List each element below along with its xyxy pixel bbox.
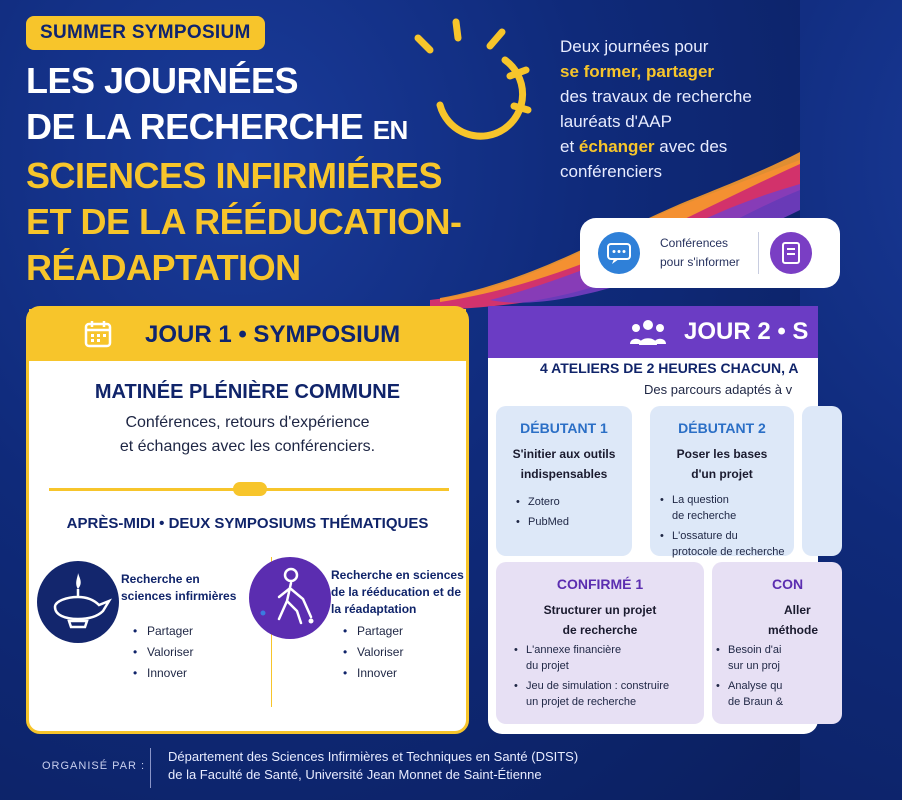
calendar-icon — [83, 319, 113, 349]
list-item — [512, 678, 702, 710]
intro-line-1: Deux journées pour — [560, 37, 709, 56]
walking-person-icon — [249, 557, 331, 639]
footer-separator — [150, 748, 151, 788]
card-list — [512, 642, 702, 714]
divider-knob — [233, 482, 267, 496]
day2-header-title: JOUR 2 • S — [684, 318, 809, 345]
symposium-1-title-line-2: sciences infirmières — [121, 589, 237, 603]
organizer-label: ORGANISÉ PAR : — [42, 760, 146, 772]
symposium-2-title-line-3: la réadaptation — [331, 602, 417, 616]
intro-line-5-pre: et — [560, 137, 575, 156]
day1-header-title: JOUR 1 • SYMPOSIUM — [145, 321, 401, 348]
day1-header — [29, 309, 466, 361]
list-item: • Valoriser — [131, 642, 193, 663]
list-item — [512, 642, 702, 674]
pill-text-line-1: Conférences — [660, 236, 729, 250]
symposium-1-title — [121, 571, 251, 605]
list-item — [714, 642, 842, 674]
pill-text — [660, 234, 740, 272]
symposium-2-title — [331, 567, 471, 618]
list-item-line-1: • La question — [672, 494, 729, 506]
card-subtitle — [768, 600, 898, 640]
symposium-1-title-line-1: Recherche en — [121, 572, 200, 586]
title-line-5: RÉADAPTATION — [26, 247, 301, 288]
card-subtitle-line-2: méthode — [768, 623, 819, 637]
card-list — [514, 494, 569, 534]
list-item: • Innover — [131, 663, 193, 684]
card-title: CONFIRMÉ 1 — [556, 576, 644, 592]
list-item: • Valoriser — [341, 642, 403, 663]
list-item-line-2: protocole de recherche — [672, 546, 785, 558]
list-item-line-2: un projet de recherche — [526, 696, 637, 708]
day2-panel — [488, 306, 818, 734]
title-line-1: LES JOURNÉES — [26, 60, 299, 101]
pill-separator — [758, 232, 759, 274]
card-subtitle-line-1: S'initier aux outils — [512, 447, 616, 461]
title-line-2-suffix: EN — [372, 115, 408, 145]
list-item: • Zotero — [514, 494, 569, 510]
organizer-line-2: de la Faculté de Santé, Université Jean Monnet de Saint-Étienne — [168, 767, 542, 782]
symposium-1-list — [131, 621, 193, 684]
card-subtitle-line-1: Aller — [784, 603, 811, 617]
card-list — [658, 492, 794, 564]
symposium-2-title-line-1: Recherche en sciences — [331, 568, 464, 582]
list-item-line-1: • L'annexe financière — [526, 644, 622, 656]
symposium-2-title-line-2: de la rééducation et de — [331, 585, 462, 599]
card-subtitle-line-1: Poser les bases — [676, 447, 768, 461]
title-line-4: ET DE LA RÉÉDUCATION- — [26, 201, 462, 242]
list-item — [658, 528, 794, 560]
matinee-line-2: et échanges avec les conférenciers. — [119, 438, 376, 455]
day1-panel — [26, 306, 469, 734]
list-item: • PubMed — [514, 514, 569, 530]
pill-text-line-2: pour s'informer — [660, 255, 740, 269]
card-subtitle — [496, 444, 632, 484]
matinee-description — [29, 411, 466, 459]
workshop-card-debutant-1 — [496, 406, 632, 556]
feature-pill — [580, 218, 840, 288]
list-item-line-2: sur un proj — [728, 660, 780, 672]
list-item: • Innover — [341, 663, 403, 684]
intro-line-2: se former, partager — [560, 62, 715, 81]
intro-line-5-highlight: échanger — [578, 137, 655, 156]
organizer-text — [168, 748, 578, 784]
chat-bubble-icon — [598, 232, 640, 274]
card-subtitle-line-2: de recherche — [562, 623, 638, 637]
list-item-line-2: de Braun & — [728, 696, 784, 708]
list-item — [658, 492, 794, 524]
card-subtitle — [496, 600, 704, 640]
list-item-line-1: • L'ossature du — [672, 530, 738, 542]
card-subtitle-line-1: Structurer un projet — [543, 603, 657, 617]
list-item: • Partager — [131, 621, 193, 642]
group-people-icon — [630, 318, 666, 346]
intro-line-6: conférenciers — [560, 162, 663, 181]
intro-line-5-post: avec des — [659, 137, 728, 156]
symposium-2-list — [341, 621, 403, 684]
workshop-card-confirme-2 — [712, 562, 842, 724]
title-line-2-main: DE LA RECHERCHE — [26, 106, 364, 147]
card-subtitle — [650, 444, 794, 484]
workshops-title: 4 ATELIERS DE 2 HEURES CHACUN, A — [540, 360, 799, 376]
list-item — [714, 678, 842, 710]
document-icon — [770, 232, 812, 274]
day2-header — [488, 306, 818, 358]
intro-line-3: des travaux de recherche — [560, 87, 752, 106]
list-item: • Partager — [341, 621, 403, 642]
list-item-line-2: du projet — [526, 660, 569, 672]
intro-line-4: lauréats d'AAP — [560, 112, 672, 131]
card-subtitle-line-2: d'un projet — [691, 467, 753, 481]
card-title: DÉBUTANT 2 — [678, 420, 766, 436]
card-subtitle-line-2: indispensables — [520, 467, 608, 481]
card-title: DÉBUTANT 1 — [520, 420, 608, 436]
matinee-title: MATINÉE PLÉNIÈRE COMMUNE — [94, 381, 401, 403]
afternoon-title: APRÈS-MIDI • DEUX SYMPOSIUMS THÉMATIQUES — [66, 515, 429, 532]
matinee-line-1: Conférences, retours d'expérience — [125, 414, 370, 431]
card-title: CON — [772, 576, 804, 592]
organizer-line-1: Département des Sciences Infirmières et Techniques en Santé (DSITS) — [168, 749, 579, 764]
title-line-2 — [26, 104, 546, 153]
workshop-card-partial — [802, 406, 842, 556]
card-list — [714, 642, 842, 714]
summer-symposium-badge: SUMMER SYMPOSIUM — [26, 16, 265, 50]
list-item-line-1: • Analyse qu — [728, 680, 783, 692]
list-item-line-1: • Besoin d'ai — [728, 644, 782, 656]
list-item-line-1: • Jeu de simulation : construire — [526, 680, 670, 692]
list-item-line-2: de recherche — [672, 510, 737, 522]
workshop-card-debutant-2 — [650, 406, 794, 556]
nursing-lamp-icon — [37, 561, 119, 643]
workshops-subtitle: Des parcours adaptés à v — [644, 382, 793, 397]
title-line-3: SCIENCES INFIRMIÉRES — [26, 155, 443, 196]
workshop-card-confirme-1 — [496, 562, 704, 724]
